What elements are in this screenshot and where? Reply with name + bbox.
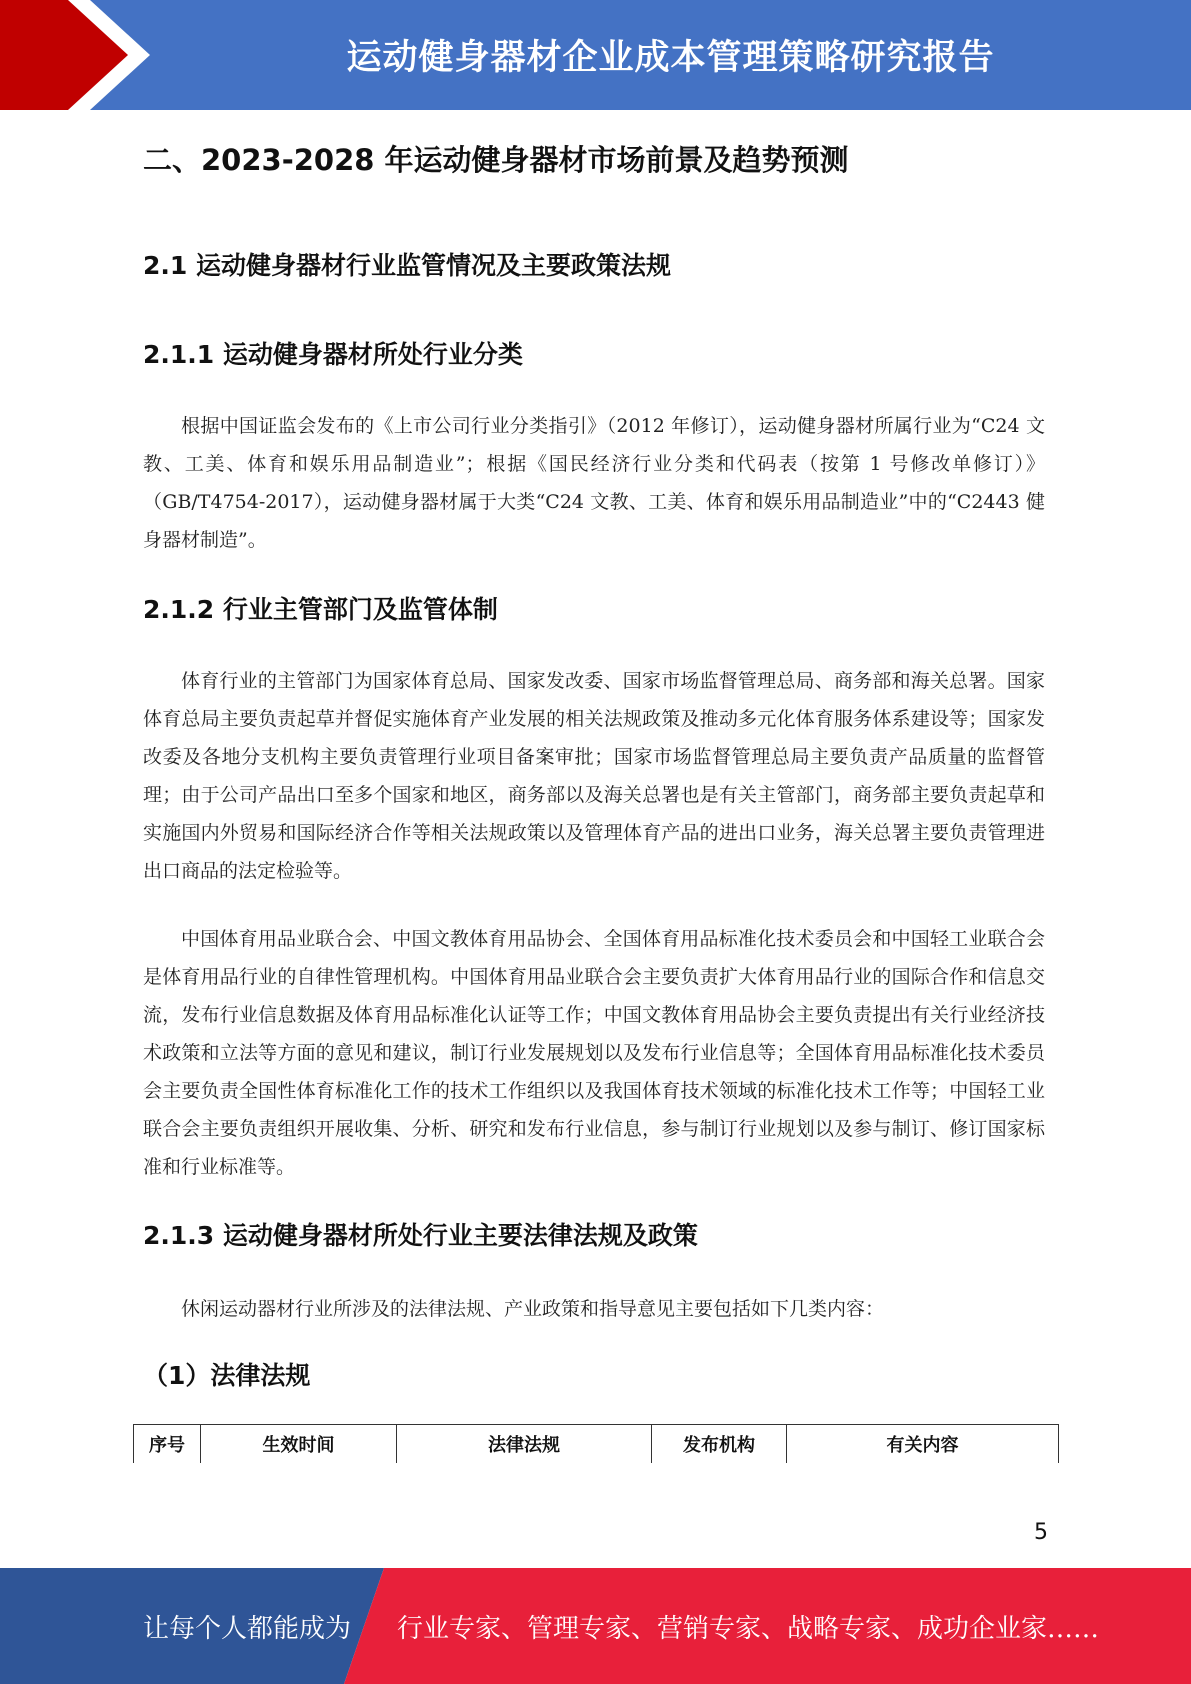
footer-slogan-right: 行业专家、管理专家、营销专家、战略专家、成功企业家…… [397, 1613, 1100, 1644]
report-title: 运动健身器材企业成本管理策略研究报告 [346, 38, 995, 78]
subsection-title-2-1-2: 2.1.2 行业主管部门及监管体制 [143, 595, 498, 624]
subsection-title-2-1-1: 2.1.1 运动健身器材所处行业分类 [143, 340, 523, 369]
section-title: 二、2023-2028 年运动健身器材市场前景及趋势预测 [143, 143, 849, 177]
page-number: 5 [1034, 1520, 1048, 1545]
table-header-cell: 有关内容 [787, 1425, 1059, 1464]
subsection-title-2-1: 2.1 运动健身器材行业监管情况及主要政策法规 [143, 251, 671, 280]
paragraph-regulators: 体育行业的主管部门为国家体育总局、国家发改委、国家市场监督管理总局、商务部和海关总署。国家体育总局主要负责起草并督促实施体育产业发展的相关法规政策及推动多元化体育服务体系建设等；国家发改委及各地分支机构主要负责管理行业项目备案审批；国家市场监督管理总局主要负责产品质量的监督管理；由于公司产品出口至多个国家和地区，商务部以及海关总署也是有关主管部门，商务部主要负责起草和实施国内外贸易和国际经济合作等相关法规政策以及管理体育产品的进出口业务，海关总署主要负责管理进出口商品的法定检验等。 [143, 670, 1045, 882]
laws-heading: （1）法律法规 [143, 1361, 311, 1390]
subsection-title-2-1-3: 2.1.3 运动健身器材所处行业主要法律法规及政策 [143, 1221, 698, 1250]
table-header-cell: 发布机构 [652, 1425, 787, 1464]
header-banner [0, 0, 1191, 110]
table-header-cell: 法律法规 [397, 1425, 652, 1464]
footer-slogan-left: 让每个人都能成为 [143, 1613, 352, 1644]
table-header-cell: 序号 [134, 1425, 201, 1464]
header-chevron-icon [0, 0, 160, 110]
laws-table [133, 1424, 1059, 1463]
footer-banner [0, 1568, 1191, 1684]
table-header-row [134, 1425, 1059, 1464]
paragraph-self-regulatory-bodies: 中国体育用品业联合会、中国文教体育用品协会、全国体育用品标准化技术委员会和中国轻工业联合会是体育用品行业的自律性管理机构。中国体育用品业联合会主要负责扩大体育用品行业的国际合作和信息交流，发布行业信息数据及体育用品标准化认证等工作；中国文教体育用品协会主要负责提出有关行业经济技术政策和立法等方面的意见和建议，制订行业发展规划以及发布行业信息等；全国体育用品标准化技术委员会主要负责全国性体育标准化工作的技术工作组织以及我国体育技术领域的标准化技术工作等；中国轻工业联合会主要负责组织开展收集、分析、研究和发布行业信息，参与制订行业规划以及参与制订、修订国家标准和行业标准等。 [143, 928, 1045, 1178]
paragraph-laws-intro: 休闲运动器材行业所涉及的法律法规、产业政策和指导意见主要包括如下几类内容： [181, 1298, 885, 1320]
table-header-cell: 生效时间 [201, 1425, 397, 1464]
paragraph-industry-classification: 根据中国证监会发布的《上市公司行业分类指引》（2012 年修订），运动健身器材所属行业为“C24 文教、工美、体育和娱乐用品制造业”；根据《国民经济行业分类和代码表（按第 1 号修改单修订）》（GB/T4754-2017），运动健身器材属于大类“C24 文教、工美、体育和娱乐用品制造业”中的“C2443 健身器材制造”。 [143, 415, 1045, 551]
